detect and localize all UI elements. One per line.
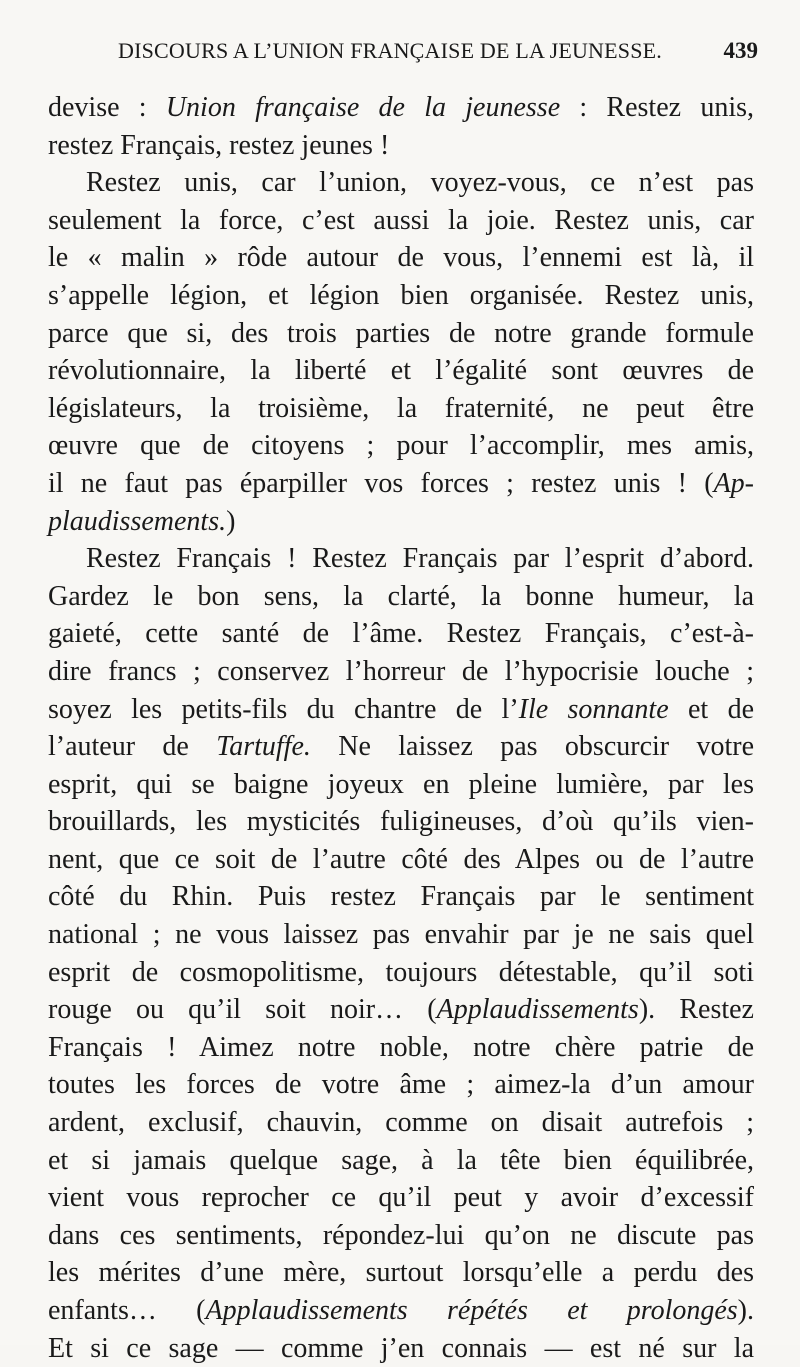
text-line: nent, que ce soit de l’autre côté des Alpes ou de l’autre [48,843,754,875]
text-line: vient vous reprocher ce qu’il peut y avoir d’excessif [48,1182,754,1214]
text-line: et si jamais quelque sage, à la tête bien équilibrée, [48,1144,754,1176]
text-line: les mérites d’une mère, surtout lorsqu’elle a perdu des [48,1257,754,1289]
text-line: côté du Rhin. Puis restez Français par le sentiment [48,881,754,913]
page-number: 439 [723,38,758,63]
text-line: législateurs, la troisième, la fraternité, ne peut être [48,392,754,424]
text-line: révolutionnaire, la liberté et l’égalité sont œuvres de [48,355,754,387]
text-line: enfants… (Applaudissements répétés et prolongés). [48,1295,754,1326]
text-line: dans ces sentiments, répondez-lui qu’on ne discute pas [48,1219,754,1251]
text-line: esprit, qui se baigne joyeux en pleine lumière, par les [48,768,754,800]
body-text [48,89,754,1367]
text-line: le « malin » rôde autour de vous, l’ennemi est là, il [48,242,754,274]
text-line: toutes les forces de votre âme ; aimez-la d’un amour [48,1069,754,1101]
text-line: Et si ce sage — comme j’en connais — est né sur la [48,1332,754,1364]
text-line: national ; ne vous laissez pas envahir par je ne sais quel [48,919,754,951]
text-line: brouillards, les mysticités fuligineuses, d’où qu’ils vien- [48,806,754,838]
text-line: plaudissements.) [48,505,236,537]
text-line: esprit de cosmopolitisme, toujours détestable, qu’il soti [48,956,754,988]
text-line: ardent, exclusif, chauvin, comme on disait autrefois ; [48,1107,754,1139]
text-line: restez Français, restez jeunes ! [48,129,390,161]
text-line: œuvre que de citoyens ; pour l’accomplir, mes amis, [48,430,754,462]
text-line: gaieté, cette santé de l’âme. Restez Français, c’est-à- [48,618,754,650]
text-line: dire francs ; conservez l’horreur de l’hypocrisie louche ; [48,655,754,687]
text-line: Français ! Aimez notre noble, notre chère patrie de [48,1031,754,1063]
text-line: soyez les petits-fils du chantre de l’Ile sonnante et de [48,693,754,725]
text-line: parce que si, des trois parties de notre grande formule [48,317,754,349]
text-line: Gardez le bon sens, la clarté, la bonne humeur, la [48,580,754,612]
running-title: DISCOURS A L’UNION FRANÇAISE DE LA JEUNESSE. [118,38,662,63]
text-line: l’auteur de Tartuffe. Ne laissez pas obscurcir votre [48,731,754,763]
text-line: Restez unis, car l’union, voyez-vous, ce n’est pas [86,167,754,199]
text-line: devise : Union française de la jeunesse : Restez unis, [48,92,755,123]
text-line: il ne faut pas éparpiller vos forces ; restez unis ! (Ap- [48,467,754,499]
page-header [118,38,758,68]
text-line: seulement la force, c’est aussi la joie. Restez unis, car [48,204,754,236]
text-line: rouge ou qu’il soit noir… (Applaudissements). Restez [48,994,754,1026]
text-line: s’appelle légion, et légion bien organisée. Restez unis, [48,279,754,311]
text-line: Restez Français ! Restez Français par l’esprit d’abord. [86,543,754,575]
